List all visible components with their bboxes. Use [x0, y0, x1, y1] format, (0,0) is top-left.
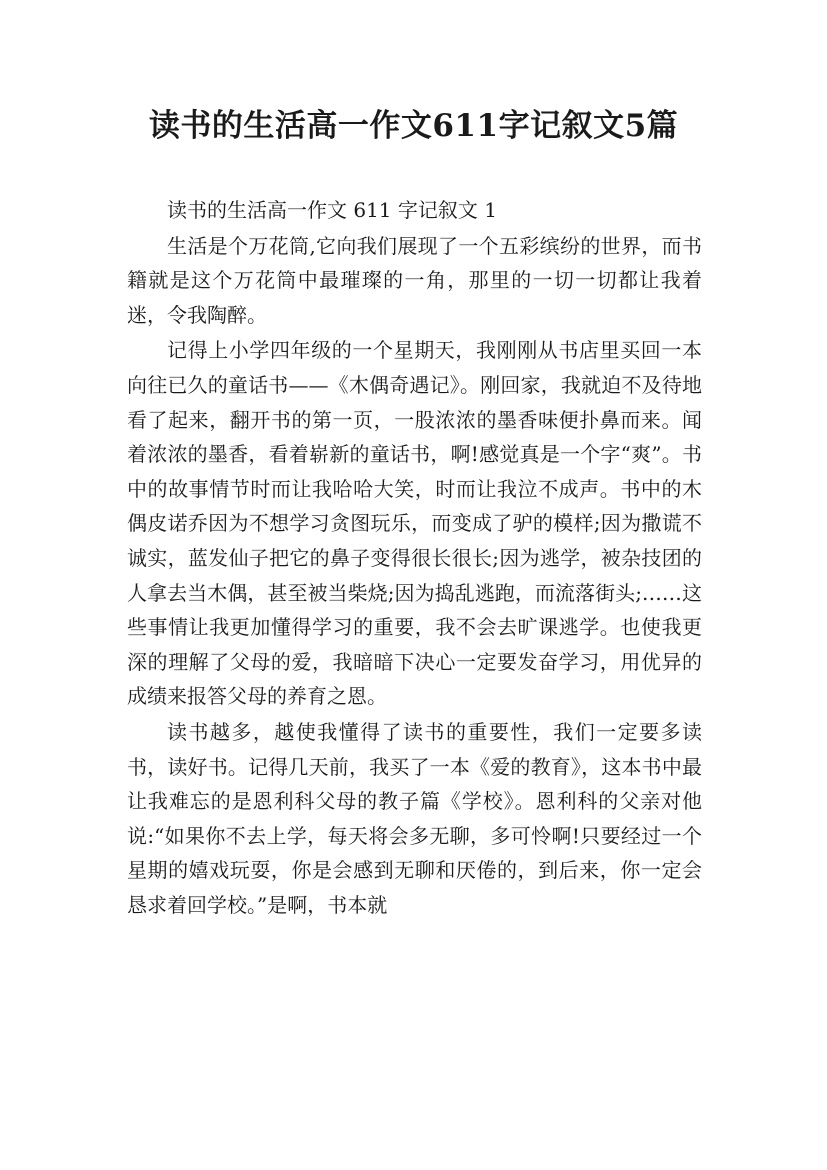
- paragraph-3: 读书越多，越使我懂得了读书的重要性，我们一定要多读书，读好书。记得几天前，我买了一本《爱的教育》，这本书中最让我难忘的是恩利科父母的教子篇《学校》。恩利科的父亲对他说:“如果你不去上学，每天将会多无聊，多可怜啊!只要经过一个星期的嬉戏玩耍，你是会感到无聊和厌倦的，到后来，你一定会恳求着回学校。”是啊，书本就: [127, 719, 702, 917]
- document-title: 读书的生活高一作文611字记叙文5篇: [148, 108, 679, 144]
- paragraph-1: 生活是个万花筒,它向我们展现了一个五彩缤纷的世界，而书籍就是这个万花筒中最璀璨的一角，那里的一切一切都让我着迷，令我陶醉。: [127, 233, 702, 327]
- essay-subheading: 读书的生活高一作文 611 字记叙文 1: [167, 198, 497, 222]
- document-body: [127, 193, 702, 923]
- paragraph-2: 记得上小学四年级的一个星期天，我刚刚从书店里买回一本向往已久的童话书——《木偶奇遇记》。刚回家，我就迫不及待地看了起来，翻开书的第一页，一股浓浓的墨香味便扑鼻而来。闻着浓浓的墨香，看着崭新的童话书，啊!感觉真是一个字“爽”。书中的故事情节时而让我哈哈大笑，时而让我泣不成声。书中的木偶皮诺乔因为不想学习贪图玩乐，而变成了驴的模样;因为撒谎不诚实，蓝发仙子把它的鼻子变得很长很长;因为逃学，被杂技团的人拿去当木偶，甚至被当柴烧;因为捣乱逃跑，而流落街头;……这些事情让我更加懂得学习的重要，我不会去旷课逃学。也使我更深的理解了父母的爱，我暗暗下决心一定要发奋学习，用优异的成绩来报答父母的养育之恩。: [127, 338, 702, 709]
